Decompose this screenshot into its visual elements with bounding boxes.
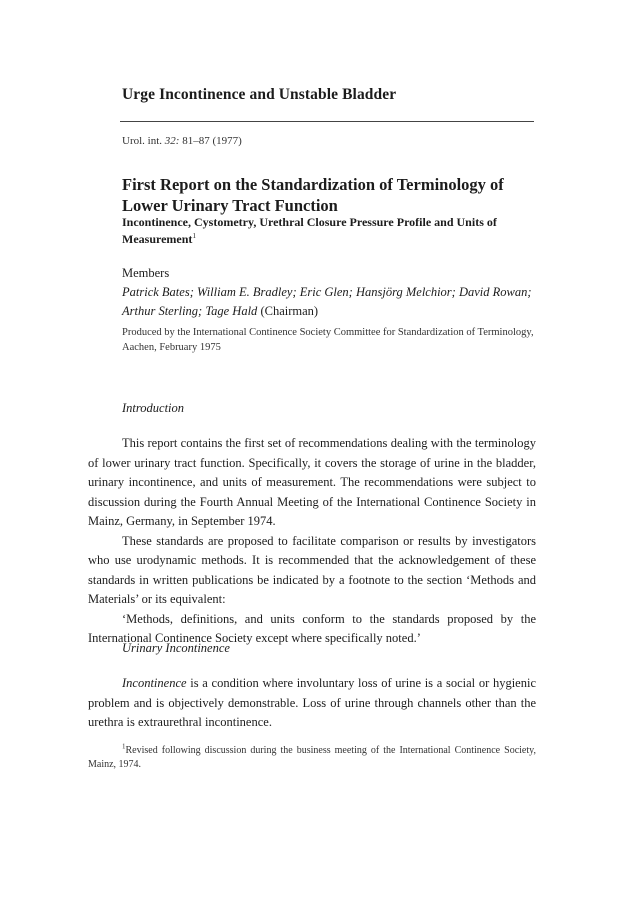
running-head: Urge Incontinence and Unstable Bladder: [122, 86, 397, 103]
footnote: [88, 744, 536, 772]
footnote-number: 1: [122, 742, 126, 751]
term-definition: is a condition where involuntary loss of urine is a social or hygienic problem and is objectively demonstrable. Loss of urine through channels other than the urethra is extraurethral incontinence.: [88, 676, 536, 729]
members-list: [122, 283, 542, 320]
defined-term: Incontinence: [122, 676, 187, 690]
article-subtitle: [122, 214, 542, 248]
footnote-text: Revised following discussion during the business meeting of the International Continence Society, Mainz, 1974.: [88, 745, 536, 770]
footnote-marker: 1: [192, 232, 196, 240]
introduction-paragraph: This report contains the first set of recommendations dealing with the terminology of lower urinary tract function. Specifically, it covers the storage of urine in the bladder, urinary incontinence, and units of measurement. The recommendations were subject to discussion during the Fourth Annual Meeting of the International Continence Society in Mainz, Germany, in September 1974.: [88, 436, 536, 528]
introduction-paragraph: These standards are proposed to facilitate comparison or results by investigators who use urodynamic methods. It is recommended that the acknowledgement of these standards in written publications be indicated by a footnote to the section ‘Methods and Materials’ or its equivalent:: [88, 533, 536, 606]
introduction-body: [88, 434, 536, 649]
citation-volume: 32:: [164, 135, 180, 147]
chairman-note: (Chairman): [257, 303, 319, 318]
section-heading-urinary-incontinence: Urinary Incontinence: [122, 641, 230, 655]
urinary-incontinence-paragraph: [88, 674, 536, 733]
produced-by-note: Produced by the International Continence Society Committee for Standardization of Terminology, Aachen, February 1975: [122, 327, 534, 353]
subtitle-text: Incontinence, Cystometry, Urethral Closure Pressure Profile and Units of Measurement: [122, 215, 497, 246]
citation-pages-year: 81–87 (1977): [179, 135, 242, 147]
section-heading-introduction: Introduction: [122, 401, 185, 415]
introduction-paragraph: ‘Methods, definitions, and units conform to the standards proposed by the International Continence Society except where specifically noted.’: [88, 611, 536, 645]
citation-prefix: Urol. int.: [122, 135, 165, 147]
members-label: Members: [122, 266, 170, 280]
member-names: Patrick Bates; William E. Bradley; Eric Glen; Hansjörg Melchior; David Rowan; Arthur Sterling; Tage Hald: [122, 285, 532, 318]
article-title: First Report on the Standardization of Terminology of Lower Urinary Tract Function: [122, 175, 504, 215]
header-rule: [120, 121, 534, 122]
urinary-incontinence-body: [88, 674, 536, 733]
journal-citation: [122, 135, 242, 147]
